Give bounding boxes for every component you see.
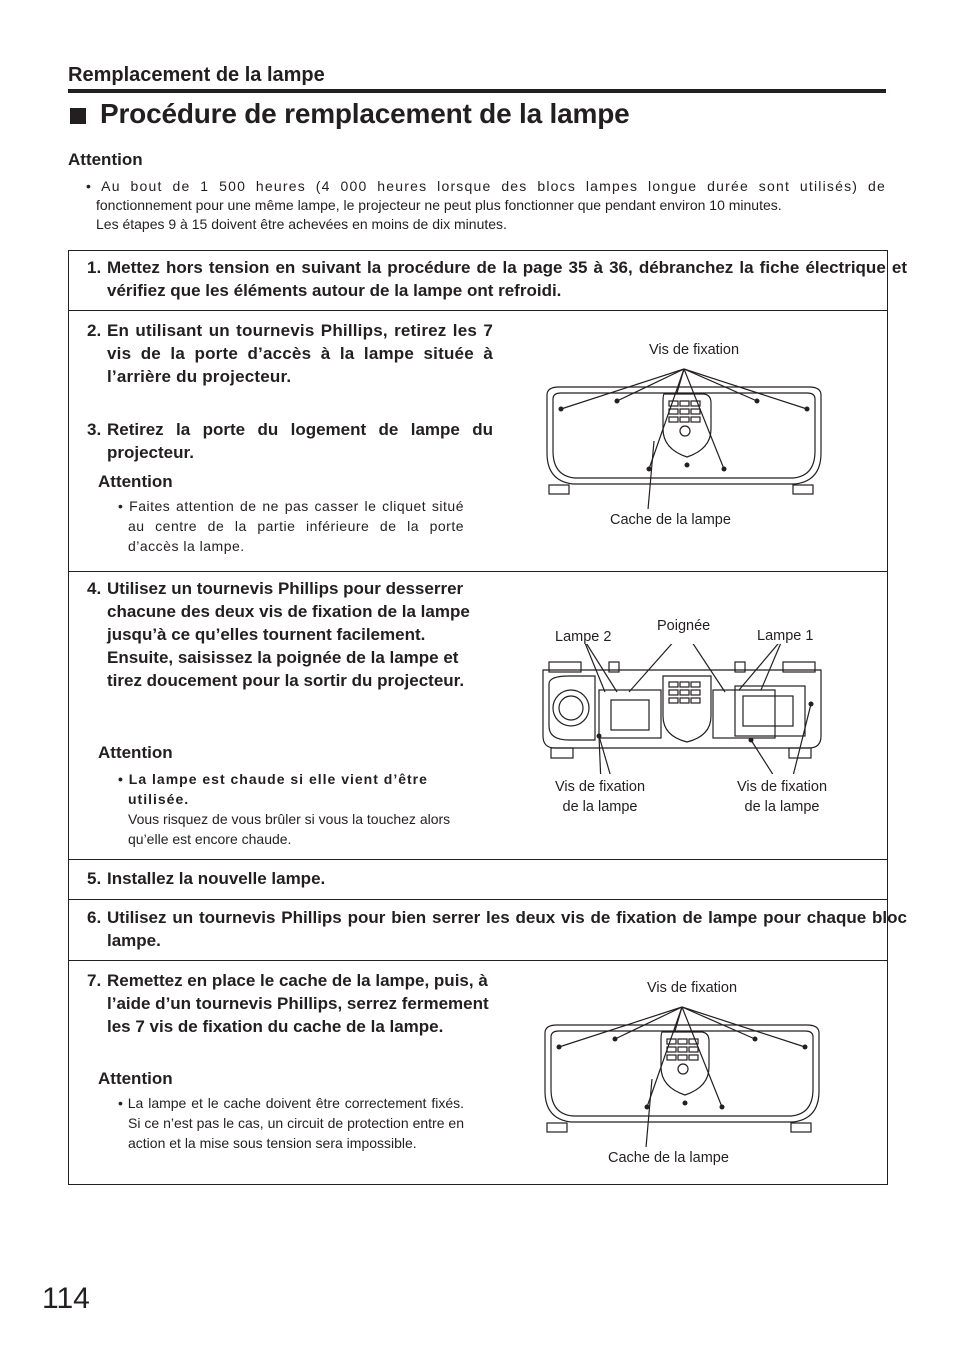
fig2-screw-left-line2: de la lampe (562, 799, 638, 815)
step-6-number: 6. (87, 908, 102, 927)
step-4-attention-label: Attention (98, 743, 173, 762)
step-5-number: 5. (87, 869, 102, 888)
step-4 (78, 577, 487, 692)
step-1 (78, 256, 907, 302)
step-3-attention (69, 472, 464, 556)
step-7-text: Remettez en place le cache de la lampe, puis, à l’aide d’un tournevis Phillips, serrez fermement les 7 vis de fixation du cache de la lampe. (107, 971, 489, 1036)
step-3-attention-text: • Faites attention de ne pas casser le cliquet situé au centre de la partie inférieure de la porte d’accès la lampe. (118, 498, 464, 554)
fig2-screw-right (737, 777, 827, 817)
step-3-text: Retirez la porte du logement de lampe du projecteur. (107, 420, 493, 462)
step-4-attention (69, 743, 464, 849)
step-2 (78, 319, 493, 388)
step-3 (78, 418, 493, 464)
step-2-number: 2. (87, 321, 102, 340)
projector-rear-diagram-2 (537, 997, 827, 1147)
fig2-screw-right-line2: de la lampe (744, 799, 820, 815)
attention-top-text (86, 177, 886, 234)
step-3-attention-label: Attention (98, 472, 173, 491)
step-7 (78, 969, 493, 1038)
step-4-text: Utilisez un tournevis Phillips pour desserrer chacune des deux vis de fixation de la lampe jusqu’à ce qu’elles tournent facilement. Ensuite, saisissez la poignée de la lampe et tirez doucement pour la sortir du projecteur. (107, 579, 470, 690)
fig2-lamp1-label: Lampe 1 (757, 628, 814, 644)
fig2-screw-left (555, 777, 645, 817)
fig1-bottom-label: Cache de la lampe (610, 512, 731, 528)
fig2-lamp2-label: Lampe 2 (555, 629, 612, 645)
step-4-attention-text: Vous risquez de vous brûler si vous la touchez alors qu’elle est encore chaude. (128, 811, 451, 847)
step-1-number: 1. (87, 258, 102, 277)
step-6 (78, 906, 907, 952)
step-6-row (69, 899, 907, 960)
step-4-number: 4. (87, 579, 102, 598)
step-1-text: Mettez hors tension en suivant la procédure de la page 35 à 36, débranchez la fiche électrique et vérifiez que les éléments autour de la lampe ont refroidi. (107, 258, 907, 300)
step-4-row (69, 571, 887, 859)
fig1-top-label: Vis de fixation (649, 342, 740, 358)
page-number: 114 (42, 1282, 90, 1315)
fig2-screw-left-line1: Vis de fixation (555, 779, 646, 795)
step-1-row (69, 251, 907, 310)
section-title: Remplacement de la lampe (68, 64, 325, 86)
step-7-attention-text: • La lampe et le cache doivent être correctement fixés. Si ce n’est pas le cas, un circuit de protection entre en action et la mise sous tension sera impossible. (118, 1095, 464, 1151)
main-title (70, 98, 629, 130)
step-4-attention-bold: • La lampe est chaude si elle vient d’être utilisée. (118, 771, 428, 807)
attention-top-line3: Les étapes 9 à 15 doivent être achevées en moins de dix minutes. (96, 216, 507, 232)
square-bullet-icon (70, 108, 86, 124)
fig3-bottom-label: Cache de la lampe (608, 1150, 729, 1166)
step-7-attention (69, 1069, 464, 1153)
step-7-number: 7. (87, 971, 102, 990)
step-5-text: Installez la nouvelle lampe. (107, 869, 326, 888)
attention-top-line1: • Au bout de 1 500 heures (4 000 heures lorsque des blocs lampes longue durée sont utilisés) de (86, 178, 886, 194)
projector-lamps-diagram (539, 644, 829, 774)
step-5 (78, 867, 907, 890)
step-7-row (69, 960, 887, 1184)
step-6-text: Utilisez un tournevis Phillips pour bien serrer les deux vis de fixation de lampe pour chaque bloc lampe. (107, 908, 907, 950)
fig2-handle-label: Poignée (657, 618, 711, 634)
step-7-attention-label: Attention (98, 1069, 173, 1088)
step-5-row (69, 859, 887, 899)
step-2-3-row (69, 310, 887, 571)
projector-rear-diagram-1 (539, 359, 829, 509)
fig2-screw-right-line1: Vis de fixation (737, 779, 828, 795)
main-title-text: Procédure de remplacement de la lampe (100, 98, 630, 129)
attention-top-line2: fonctionnement pour une même lampe, le projecteur ne peut plus fonctionner que pendant environ 10 minutes. (96, 197, 782, 213)
fig3-top-label: Vis de fixation (647, 980, 738, 996)
step-2-text: En utilisant un tournevis Phillips, retirez les 7 vis de la porte d’accès à la lampe située à l’arrière du projecteur. (107, 321, 493, 386)
steps-table (68, 250, 907, 1185)
attention-top-label: Attention (68, 150, 143, 169)
step-3-number: 3. (87, 420, 102, 439)
section-rule (68, 89, 886, 93)
